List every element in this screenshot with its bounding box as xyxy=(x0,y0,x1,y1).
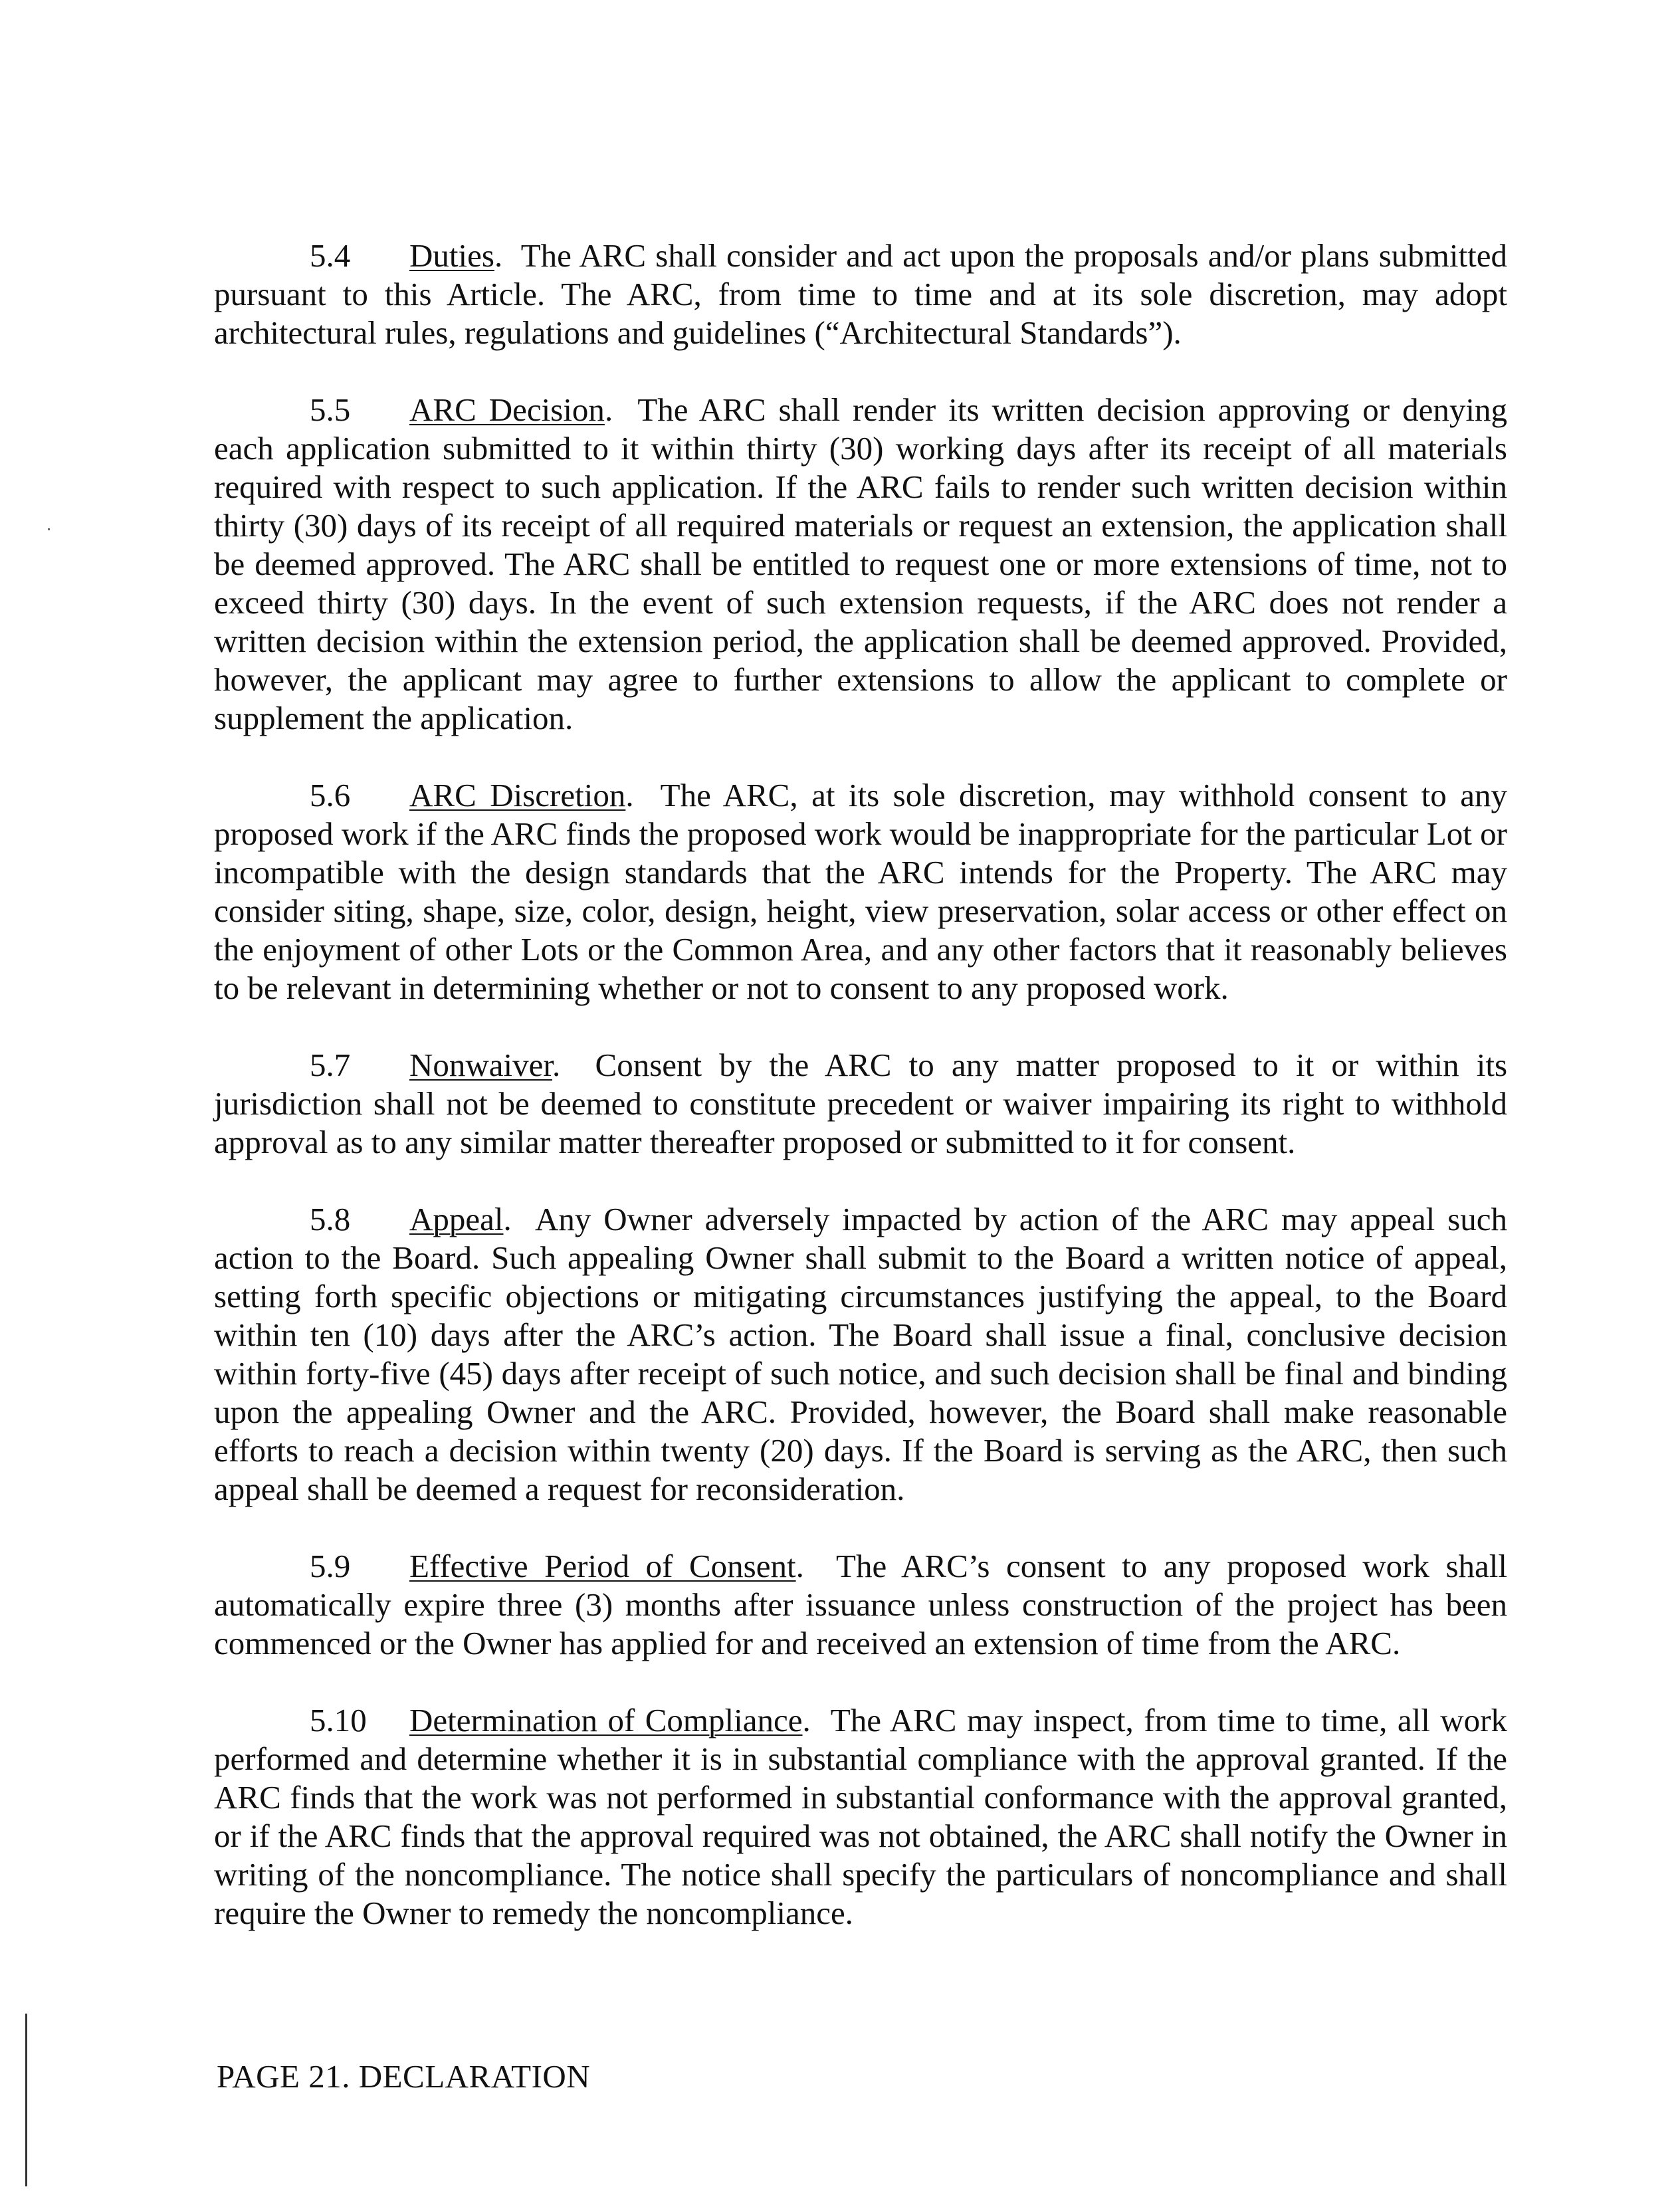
section-5-6: 5.6 ARC Discretion. The ARC, at its sole discretion, may withhold consent to any proposed work if the ARC finds the proposed work would be inappropriate for the particular Lot or incompatible with the design standards that the ARC intends for the Property. The ARC may consider siting, shape, size, color, design, height, view preservation, solar access or other effect on the enjoyment of other Lots or the Common Area, and any other factors that it reasonably believes to be relevant in determining whether or not to consent to any proposed work. xyxy=(214,777,1507,1006)
section-text: The ARC may inspect, from time to time, all work performed and determine whether it is in substantial compliance with the approval granted. If the ARC finds that the work was not performed in substantial conformance with the approval granted, or if the ARC finds that the approval required was not obtained, the ARC shall notify the Owner in writing of the noncompliance. The notice shall specify the particulars of noncompliance and shall require the Owner to remedy the noncompliance. xyxy=(214,1702,1507,1931)
section-text: Consent by the ARC to any matter proposed to it or within its jurisdiction shall not be deemed to constitute precedent or waiver impairing its right to withhold approval as to any similar matter thereafter proposed or submitted to it for consent. xyxy=(214,1047,1508,1160)
section-number: 5.9 xyxy=(310,1548,351,1584)
document-body xyxy=(214,237,1507,1971)
section-heading: Determination of Compliance xyxy=(409,1702,803,1738)
section-heading: ARC Discretion xyxy=(409,777,626,813)
section-text: Any Owner adversely impacted by action of the ARC may appeal such action to the Board. Such appealing Owner shall submit to the Board a written notice of appeal, setting forth specific objections or mitigating circumstances justifying the appeal, to the Board within ten (10) days after the ARC’s action. The Board shall issue a final, conclusive decision within forty-five (45) days after receipt of such notice, and such decision shall be final and binding upon the appealing Owner and the ARC. Provided, however, the Board shall make reasonable efforts to reach a decision within twenty (20) days. If the Board is serving as the ARC, then such appeal shall be deemed a request for reconsideration. xyxy=(214,1201,1507,1507)
section-5-5: 5.5 ARC Decision. The ARC shall render its written decision approving or denying each application submitted to it within thirty (30) working days after its receipt of all materials required with respect to such application. If the ARC fails to render such written decision within thirty (30) days of its receipt of all required materials or request an extension, the application shall be deemed approved. The ARC shall be entitled to request one or more extensions of time, not to exceed thirty (30) days. In the event of such extension requests, if the ARC does not render a written decision within the extension period, the application shall be deemed approved. Provided, however, the applicant may agree to further extensions to allow the applicant to complete or supplement the application. xyxy=(214,391,1507,736)
section-5-7: 5.7 Nonwaiver. Consent by the ARC to any matter proposed to it or within its jurisdiction shall not be deemed to constitute precedent or waiver impairing its right to withhold approval as to any similar matter thereafter proposed or submitted to it for consent. xyxy=(214,1047,1508,1160)
scan-artifact-line xyxy=(25,2014,27,2186)
section-5-8: 5.8 Appeal. Any Owner adversely impacted by action of the ARC may appeal such action to the Board. Such appealing Owner shall submit to the Board a written notice of appeal, setting forth specific objections or mitigating circumstances justifying the appeal, to the Board within ten (10) days after the ARC’s action. The Board shall issue a final, conclusive decision within forty-five (45) days after receipt of such notice, and such decision shall be final and binding upon the appealing Owner and the ARC. Provided, however, the Board shall make reasonable efforts to reach a decision within twenty (20) days. If the Board is serving as the ARC, then such appeal shall be deemed a request for reconsideration. xyxy=(214,1201,1507,1507)
section-text: The ARC shall render its written decision approving or denying each application submitted to it within thirty (30) working days after its receipt of all materials required with respect to such application. If the ARC fails to render such written decision within thirty (30) days of its receipt of all required materials or request an extension, the application shall be deemed approved. The ARC shall be entitled to request one or more extensions of time, not to exceed thirty (30) days. In the event of such extension requests, if the ARC does not render a written decision within the extension period, the application shall be deemed approved. Provided, however, the applicant may agree to further extensions to allow the applicant to complete or supplement the application. xyxy=(214,391,1507,736)
section-text: The ARC shall consider and act upon the proposals and/or plans submitted pursuant to this Article. The ARC, from time to time and at its sole discretion, may adopt architectural rules, regulations and guidelines (“Architectural Standards”). xyxy=(214,237,1507,351)
section-number: 5.10 xyxy=(310,1702,367,1738)
section-heading: Appeal xyxy=(409,1201,504,1237)
section-5-10: 5.10 Determination of Compliance. The ARC may inspect, from time to time, all work performed and determine whether it is in substantial compliance with the approval granted. If the ARC finds that the work was not performed in substantial conformance with the approval granted, or if the ARC finds that the approval required was not obtained, the ARC shall notify the Owner in writing of the noncompliance. The notice shall specify the particulars of noncompliance and shall require the Owner to remedy the noncompliance. xyxy=(214,1702,1507,1931)
scan-artifact-dot xyxy=(48,528,50,530)
section-heading: Duties xyxy=(409,237,494,274)
section-5-9: 5.9 Effective Period of Consent. The ARC’s consent to any proposed work shall automatically expire three (3) months after issuance unless construction of the project has been commenced or the Owner has applied for and received an extension of time from the ARC. xyxy=(214,1548,1507,1661)
section-number: 5.6 xyxy=(310,777,351,813)
section-number: 5.4 xyxy=(310,237,351,274)
section-heading: Nonwaiver xyxy=(409,1047,552,1083)
section-number: 5.8 xyxy=(310,1201,351,1237)
section-heading: ARC Decision xyxy=(409,391,605,428)
section-text: The ARC’s consent to any proposed work shall automatically expire three (3) months after issuance unless construction of the project has been commenced or the Owner has applied for and received an extension of time from the ARC. xyxy=(214,1548,1507,1661)
section-number: 5.7 xyxy=(310,1047,351,1083)
section-text: The ARC, at its sole discretion, may withhold consent to any proposed work if the ARC finds the proposed work would be inappropriate for the particular Lot or incompatible with the design standards that the ARC intends for the Property. The ARC may consider siting, shape, size, color, design, height, view preservation, solar access or other effect on the enjoyment of other Lots or the Common Area, and any other factors that it reasonably believes to be relevant in determining whether or not to consent to any proposed work. xyxy=(214,777,1507,1006)
section-heading: Effective Period of Consent xyxy=(409,1548,796,1584)
section-5-4: 5.4 Duties. The ARC shall consider and act upon the proposals and/or plans submitted pursuant to this Article. The ARC, from time to time and at its sole discretion, may adopt architectural rules, regulations and guidelines (“Architectural Standards”). xyxy=(214,237,1507,351)
page-footer: PAGE 21. DECLARATION xyxy=(217,2058,591,2095)
section-number: 5.5 xyxy=(310,391,351,428)
